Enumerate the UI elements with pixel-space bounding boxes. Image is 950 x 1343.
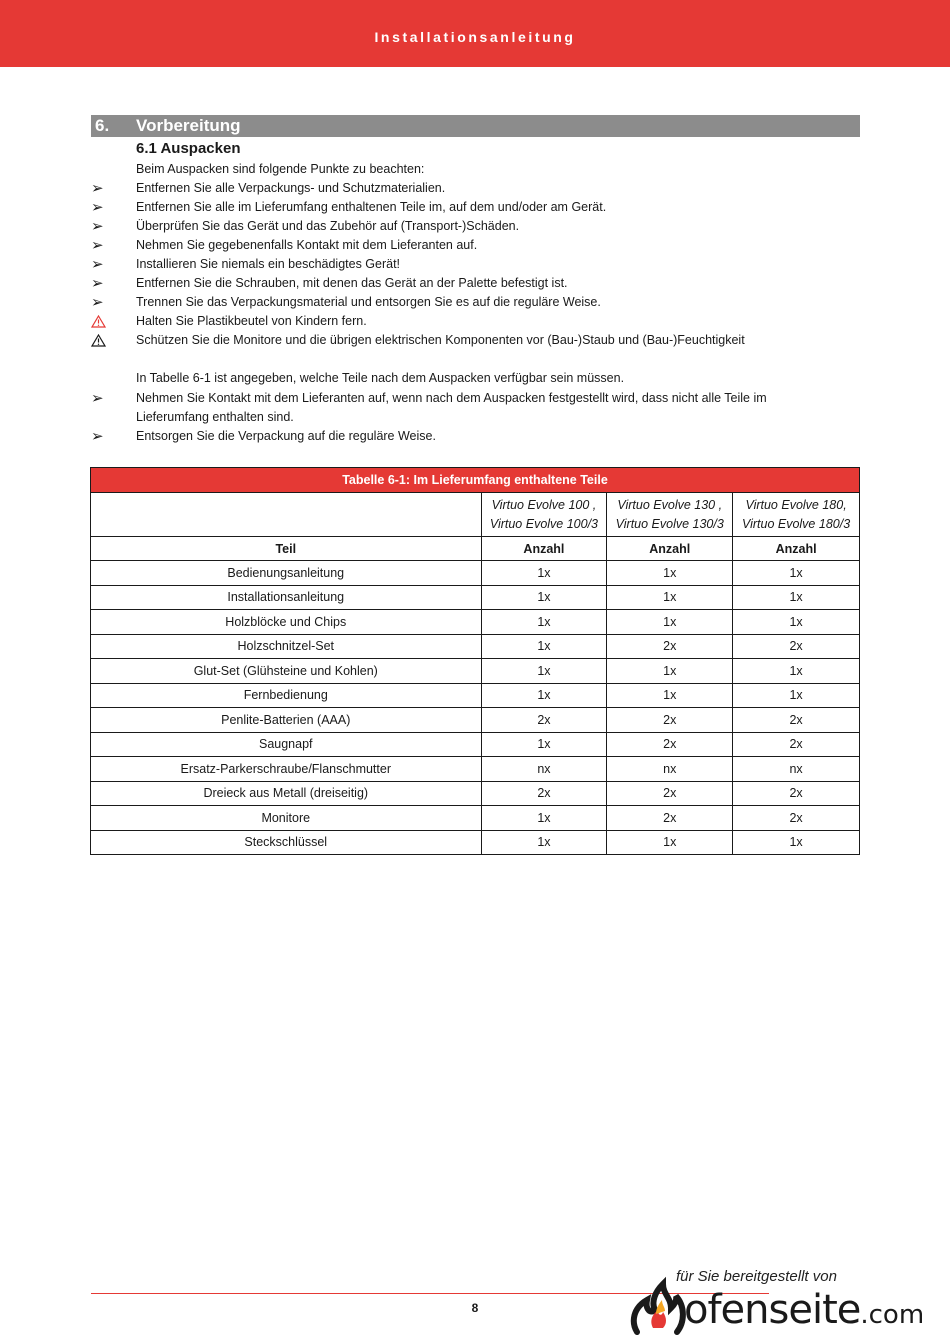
table-cell: Steckschlüssel [91, 830, 482, 855]
list-item: Entsorgen Sie die Verpackung auf die reguläre Weise. [136, 429, 436, 443]
table-cell: Installationsanleitung [91, 585, 482, 610]
table-cell: nx [733, 757, 860, 782]
table-cell: 2x [607, 781, 733, 806]
table-header-row [91, 537, 860, 561]
table-row [91, 585, 860, 610]
table-cell: 2x [733, 732, 860, 757]
model-row [91, 493, 860, 537]
section-number: 6. [95, 116, 110, 135]
table-cell: Glut-Set (Glühsteine und Kohlen) [91, 659, 482, 684]
header-bar [0, 0, 950, 67]
list-item: Nehmen Sie Kontakt mit dem Lieferanten auf, wenn nach dem Auspacken festgestellt wird, dass nicht alle Teile im [136, 391, 767, 405]
table-cell: 1x [607, 561, 733, 586]
arrow-bullet-icon: ➢ [91, 236, 104, 254]
table-caption: Tabelle 6-1: Im Lieferumfang enthaltene Teile [91, 468, 860, 493]
table-cell: Penlite-Batterien (AAA) [91, 708, 482, 733]
table-cell: 1x [481, 634, 607, 659]
table-cell: 1x [733, 585, 860, 610]
table-cell: 2x [733, 781, 860, 806]
table-cell: 2x [733, 708, 860, 733]
list-item: Überprüfen Sie das Gerät und das Zubehör auf (Transport-)Schäden. [136, 219, 520, 233]
table-row [91, 806, 860, 831]
table-cell: 1x [481, 561, 607, 586]
table-cell: 1x [733, 830, 860, 855]
table-cell: Bedienungsanleitung [91, 561, 482, 586]
table-cell: 2x [481, 708, 607, 733]
column-header: Anzahl [481, 537, 607, 561]
arrow-bullet-icon: ➢ [91, 255, 104, 273]
warning-red-icon [91, 312, 107, 331]
table-cell: 2x [607, 634, 733, 659]
section-title: Vorbereitung [136, 116, 241, 135]
column-header: Teil [91, 537, 482, 561]
arrow-bullet-icon: ➢ [91, 198, 104, 216]
table-intro-text: In Tabelle 6-1 ist angegeben, welche Teile nach dem Auspacken verfügbar sein müssen. [136, 371, 625, 385]
table-cell: 1x [733, 659, 860, 684]
parts-table [90, 467, 860, 855]
table-cell: 1x [607, 610, 733, 635]
list-item: Installieren Sie niemals ein beschädigtes Gerät! [136, 257, 401, 271]
table-cell: 1x [481, 683, 607, 708]
column-header: Anzahl [607, 537, 733, 561]
list-item: Entfernen Sie die Schrauben, mit denen das Gerät an der Palette befestigt ist. [136, 276, 568, 290]
table-cell: 1x [733, 683, 860, 708]
table-row [91, 561, 860, 586]
table-cell: Dreieck aus Metall (dreiseitig) [91, 781, 482, 806]
list-item-continued: Lieferumfang enthalten sind. [136, 410, 294, 424]
subsection-title: 6.1 Auspacken [136, 140, 241, 157]
table-cell: Ersatz-Parkerschraube/Flanschmutter [91, 757, 482, 782]
table-row [91, 781, 860, 806]
table-cell: Fernbedienung [91, 683, 482, 708]
model-cell: Virtuo Evolve 130 , Virtuo Evolve 130/3 [607, 493, 733, 537]
list-item: Trennen Sie das Verpackungsmaterial und entsorgen Sie es auf die reguläre Weise. [136, 295, 601, 309]
table-row [91, 683, 860, 708]
arrow-bullet-icon: ➢ [91, 293, 104, 311]
arrow-bullet-icon: ➢ [91, 427, 104, 445]
table-cell: 1x [481, 806, 607, 831]
table-cell: 1x [607, 683, 733, 708]
arrow-bullet-icon: ➢ [91, 179, 104, 197]
warning-black-icon [91, 331, 107, 350]
table-cell: 1x [481, 830, 607, 855]
table-cell: 1x [733, 610, 860, 635]
provided-by-text: für Sie bereitgestellt von [676, 1268, 837, 1285]
model-cell: Virtuo Evolve 180, Virtuo Evolve 180/3 [733, 493, 860, 537]
table-row [91, 732, 860, 757]
table-cell: 1x [481, 585, 607, 610]
table-cell: 1x [481, 659, 607, 684]
table-row [91, 757, 860, 782]
table-cell: 1x [607, 830, 733, 855]
table-row [91, 708, 860, 733]
table-cell: Holzschnitzel-Set [91, 634, 482, 659]
warning-text: Halten Sie Plastikbeutel von Kindern fern. [136, 314, 367, 328]
list-item: Entfernen Sie alle Verpackungs- und Schutzmaterialien. [136, 181, 446, 195]
table-cell: 2x [733, 634, 860, 659]
table-cell: 1x [607, 585, 733, 610]
list-item: Entfernen Sie alle im Lieferumfang enthaltenen Teile im, auf dem und/oder am Gerät. [136, 200, 607, 214]
table-cell: 1x [481, 610, 607, 635]
table-cell: Saugnapf [91, 732, 482, 757]
table-cell: 1x [733, 561, 860, 586]
empty-cell [91, 493, 482, 537]
arrow-bullet-icon: ➢ [91, 389, 104, 407]
table-cell: 2x [607, 806, 733, 831]
table-row [91, 610, 860, 635]
list-item: Nehmen Sie gegebenenfalls Kontakt mit dem Lieferanten auf. [136, 238, 478, 252]
table-cell: 1x [481, 732, 607, 757]
table-cell: nx [481, 757, 607, 782]
table-cell: 2x [481, 781, 607, 806]
model-cell: Virtuo Evolve 100 , Virtuo Evolve 100/3 [481, 493, 607, 537]
table-cell: nx [607, 757, 733, 782]
intro-text: Beim Auspacken sind folgende Punkte zu beachten: [136, 162, 425, 176]
table-row [91, 830, 860, 855]
brand-logo-text: ofenseite.com [684, 1287, 925, 1333]
table-cell: Monitore [91, 806, 482, 831]
section-heading [91, 115, 860, 137]
document-title: Installationsanleitung [374, 29, 576, 45]
table-cell: 1x [607, 659, 733, 684]
column-header: Anzahl [733, 537, 860, 561]
warning-text: Schützen Sie die Monitore und die übrigen elektrischen Komponenten vor (Bau-)Staub und (Bau-)Feuchtigkeit [136, 333, 745, 347]
page-number: 8 [471, 1301, 479, 1315]
arrow-bullet-icon: ➢ [91, 274, 104, 292]
table-row [91, 634, 860, 659]
table-row [91, 659, 860, 684]
table-cell: 2x [607, 732, 733, 757]
arrow-bullet-icon: ➢ [91, 217, 104, 235]
table-cell: Holzblöcke und Chips [91, 610, 482, 635]
table-cell: 2x [607, 708, 733, 733]
table-cell: 2x [733, 806, 860, 831]
